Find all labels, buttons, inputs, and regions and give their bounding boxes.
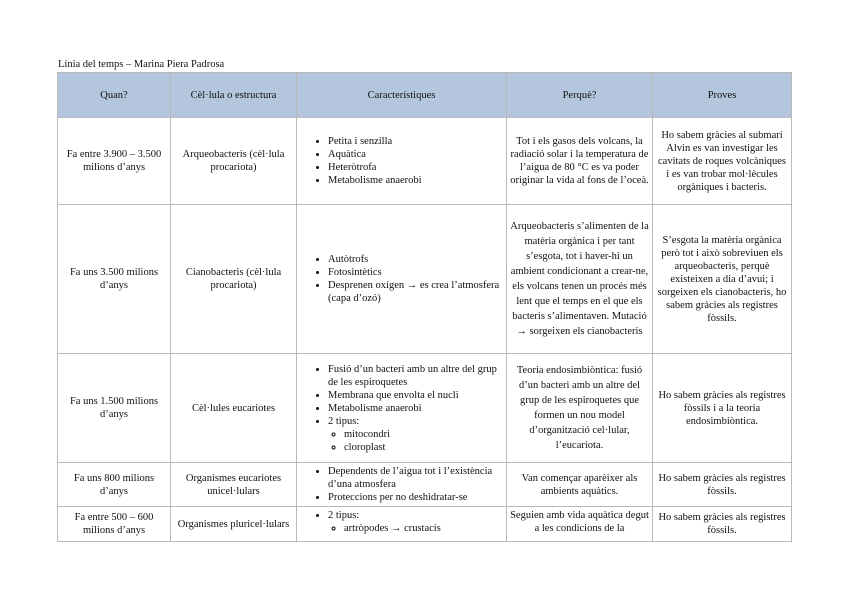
- feature-item: • Dependents de l’aigua tot i l’existència d’una atmosfera: [328, 465, 503, 491]
- why-cell: Tot i els gasos dels volcans, la radiació solar i la temperatura de l’aigua de 80 °C es va poder originar la vida al fons de l’oceà.: [507, 118, 653, 205]
- structure-cell: Cèl·lules eucariotes: [171, 354, 297, 463]
- features-cell: [297, 507, 507, 542]
- why-cell: [507, 507, 653, 542]
- document-title: Línia del temps – Marina Piera Padrosa: [58, 59, 225, 70]
- feature-item: [328, 509, 503, 535]
- features-cell: [297, 118, 507, 205]
- why-cell: Teoria endosimbiòntica: fusió d’un bacteri amb un altre del grup de les espiroquetes que formen un nou model d’organització cel·lular, l’eucariota.: [507, 354, 653, 463]
- timeline-table: [57, 72, 792, 542]
- subfeature-item: ◦ mitocondri: [344, 428, 503, 441]
- features-cell: [297, 205, 507, 354]
- feature-item: • Metabolisme anaerobi: [328, 174, 503, 187]
- when-cell: Fa entre 500 – 600 milions d’anys: [58, 507, 171, 542]
- feature-item-label: 2 tipus:: [328, 510, 360, 521]
- why-cell: Arqueobacteris s’alimenten de la matèria orgànica i per tant s’esgota, tot i haver-hi un ambient condicionant a crear-ne, els volcans tenen un procés més lent que el temps en el que els bacteris s’alimentaven. Mutació → sorgeixen els cianobacteris: [507, 205, 653, 354]
- table-row: [58, 118, 792, 205]
- feature-item: • Aquàtica: [328, 148, 503, 161]
- proof-cell: Ho sabem gràcies als registres fòssils.: [653, 507, 792, 542]
- feature-item: • Heteròtrofa: [328, 161, 503, 174]
- feature-item-label: 2 tipus:: [328, 415, 360, 427]
- feature-item: [328, 415, 503, 454]
- header-proof: Proves: [653, 73, 792, 118]
- proof-cell: Ho sabem gràcies als registres fòssils.: [653, 463, 792, 507]
- table-row: [58, 463, 792, 507]
- why-cell: Van començar aparèixer als ambients aquàtics.: [507, 463, 653, 507]
- subfeature-item: ◦ artròpodes → crustacis: [344, 522, 503, 535]
- features-cell: [297, 463, 507, 507]
- table-row: [58, 205, 792, 354]
- header-row: [58, 73, 792, 118]
- feature-item: • Autòtrofs: [328, 253, 503, 266]
- subfeature-item: ◦ cloroplast: [344, 441, 503, 454]
- feature-item: • Desprenen oxígen → es crea l’atmosfera (capa d’ozó): [328, 279, 503, 305]
- when-cell: Fa uns 1.500 milions d’anys: [58, 354, 171, 463]
- table-row: [58, 507, 792, 542]
- header-when: Quan?: [58, 73, 171, 118]
- proof-cell: Ho sabem gràcies al submarí Alvin es van investigar les cavitats de roques volcàniques i es van trobar mol·lècules orgàniques i bacteris.: [653, 118, 792, 205]
- when-cell: Fa uns 3.500 milions d’anys: [58, 205, 171, 354]
- feature-item: • Fotosintètics: [328, 266, 503, 279]
- proof-cell: Ho sabem gràcies als registres fòssils i a la teoria endosimbiòntica.: [653, 354, 792, 463]
- structure-cell: Arqueobacteris (cèl·lula procariota): [171, 118, 297, 205]
- header-why: Perquè?: [507, 73, 653, 118]
- feature-item: • Petita i senzilla: [328, 135, 503, 148]
- when-cell: Fa entre 3.900 – 3.500 milions d’anys: [58, 118, 171, 205]
- header-features: Característiques: [297, 73, 507, 118]
- structure-cell: Organismes pluricel·lulars: [171, 507, 297, 542]
- proof-cell: S’esgota la matèria orgànica però tot i això sobreviuen els arqueobacteris, perquè existeixen a dia d’avui; i sorgeixen els cianobacteris, ho sabem gràcies als registres fòssils.: [653, 205, 792, 354]
- feature-item: • Proteccions per no deshidratar-se: [328, 491, 503, 504]
- feature-item: • Metabolisme anaerobi: [328, 402, 503, 415]
- table-row: [58, 354, 792, 463]
- structure-cell: Cianobacteris (cèl·lula procariota): [171, 205, 297, 354]
- header-cell: Cèl·lula o estructura: [171, 73, 297, 118]
- why-text: Seguien amb vida aquàtica degut a les condicions de la: [510, 510, 649, 534]
- structure-cell: Organismes eucariotes unicel·lulars: [171, 463, 297, 507]
- feature-item: • Membrana que envolta el nucli: [328, 389, 503, 402]
- when-cell: Fa uns 800 milions d’anys: [58, 463, 171, 507]
- features-cell: [297, 354, 507, 463]
- feature-item: • Fusió d’un bacteri amb un altre del grup de les espiroquetes: [328, 363, 503, 389]
